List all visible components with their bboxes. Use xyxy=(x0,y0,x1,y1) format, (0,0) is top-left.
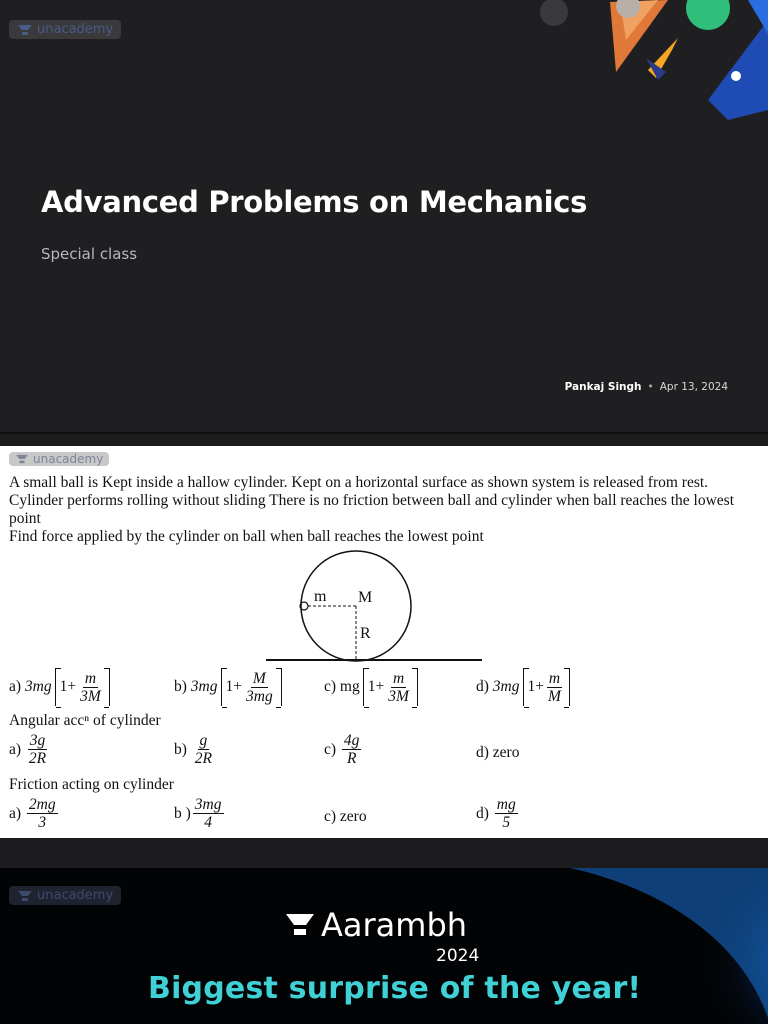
unacademy-logo-icon xyxy=(17,890,33,902)
frac-den: 2R xyxy=(28,750,47,767)
option-label: a) xyxy=(9,804,22,822)
option-label: a) xyxy=(9,740,22,758)
option-bracket xyxy=(221,668,282,706)
option-label: b ) xyxy=(174,804,191,822)
frac-den: R xyxy=(346,750,357,767)
frac-den: 3 xyxy=(38,814,47,831)
option-label: c) xyxy=(324,808,337,825)
option-label: d) xyxy=(476,678,489,695)
option-text: zero xyxy=(492,744,520,761)
slide-date: Apr 13, 2024 xyxy=(659,381,728,393)
frac-num: g xyxy=(199,732,208,749)
option-one: 1+ xyxy=(59,678,77,695)
slide-subtitle: Special class xyxy=(41,245,138,263)
q2-options xyxy=(9,730,761,774)
option-label: b) xyxy=(174,740,187,758)
q3-option-b xyxy=(174,796,226,831)
option-one: 1+ xyxy=(225,678,242,695)
option-label: c) xyxy=(324,678,337,695)
frac-num: m xyxy=(84,669,97,687)
option-one: 1+ xyxy=(527,678,544,695)
frac-den: M xyxy=(548,687,561,705)
author-name: Pankaj Singh xyxy=(564,381,642,393)
frac-den: 5 xyxy=(502,814,511,831)
q1-option-a xyxy=(9,668,110,706)
slide-footer xyxy=(565,381,728,393)
q2-option-b xyxy=(174,732,216,767)
frac-den: 4 xyxy=(204,814,213,831)
frac-num: 3mg xyxy=(194,796,222,813)
brand-name: Aarambh xyxy=(321,906,468,944)
option-label: d) xyxy=(476,744,489,761)
option-bracket xyxy=(55,668,110,706)
option-prefix: mg xyxy=(339,678,360,695)
q2-option-c xyxy=(324,732,363,767)
frac-den: 3mg xyxy=(246,687,273,705)
slide-title: Advanced Problems on Mechanics xyxy=(41,185,588,219)
option-one: 1+ xyxy=(367,678,385,695)
q1-option-d xyxy=(476,668,570,706)
brand-year: 2024 xyxy=(436,946,480,966)
unacademy-logo-icon xyxy=(17,24,33,36)
frac-num: M xyxy=(252,669,266,687)
ball-label: m xyxy=(314,588,327,605)
q1-option-c xyxy=(324,668,418,706)
question-slide xyxy=(0,446,768,838)
option-prefix: 3mg xyxy=(24,678,52,695)
q3-option-c xyxy=(324,808,367,826)
q2-option-d xyxy=(476,744,519,762)
unacademy-logo xyxy=(9,886,121,905)
frac-num: m xyxy=(392,669,405,687)
radius-label: R xyxy=(360,625,371,642)
title-slide xyxy=(0,0,768,434)
question-1: Find force applied by the cylinder on ball when ball reaches the lowest point xyxy=(9,528,484,545)
aarambh-brand xyxy=(285,906,467,944)
frac-num: 2mg xyxy=(28,796,56,813)
question-2: Angular accⁿ of cylinder xyxy=(9,712,161,729)
frac-den: 2R xyxy=(194,750,213,767)
option-prefix: 3mg xyxy=(190,678,218,695)
frac-num: mg xyxy=(496,796,516,813)
q3-option-d xyxy=(476,796,520,831)
frac-den: 3M xyxy=(388,687,409,705)
question-3: Friction acting on cylinder xyxy=(9,776,174,793)
q2-option-a xyxy=(9,732,50,767)
option-bracket xyxy=(523,668,570,706)
option-bracket xyxy=(363,668,418,706)
unacademy-mark-icon xyxy=(285,913,315,937)
promo-tagline: Biggest surprise of the year! xyxy=(148,971,642,1006)
problem-text: A small ball is Kept inside a hallow cylinder. Kept on a horizontal surface as shown system is released from rest. Cylinder performs rolling without sliding There is no friction between ball and cylinder when ball reaches the lowest point xyxy=(9,474,735,527)
frac-den: 3M xyxy=(80,687,101,705)
q3-options xyxy=(9,794,761,838)
q1-options xyxy=(9,664,761,712)
frac-num: 3g xyxy=(29,732,46,749)
option-prefix: 3mg xyxy=(492,678,520,695)
option-label: a) xyxy=(9,678,22,695)
option-label: d) xyxy=(476,804,489,822)
option-text: zero xyxy=(339,808,367,825)
frac-num: 4g xyxy=(343,732,360,749)
option-label: c) xyxy=(324,740,337,758)
promo-slide xyxy=(0,868,768,1024)
q1-option-b xyxy=(174,668,282,706)
option-label: b) xyxy=(174,678,187,695)
q3-option-a xyxy=(9,796,60,831)
logo-text: unacademy xyxy=(37,888,114,903)
decorative-shapes-icon xyxy=(528,0,768,130)
cylinder-label: M xyxy=(358,589,373,606)
logo-text: unacademy xyxy=(37,22,114,37)
separator-dot: • xyxy=(647,381,654,393)
unacademy-logo xyxy=(9,20,121,39)
frac-num: m xyxy=(548,669,561,687)
logo-text: unacademy xyxy=(33,452,104,466)
